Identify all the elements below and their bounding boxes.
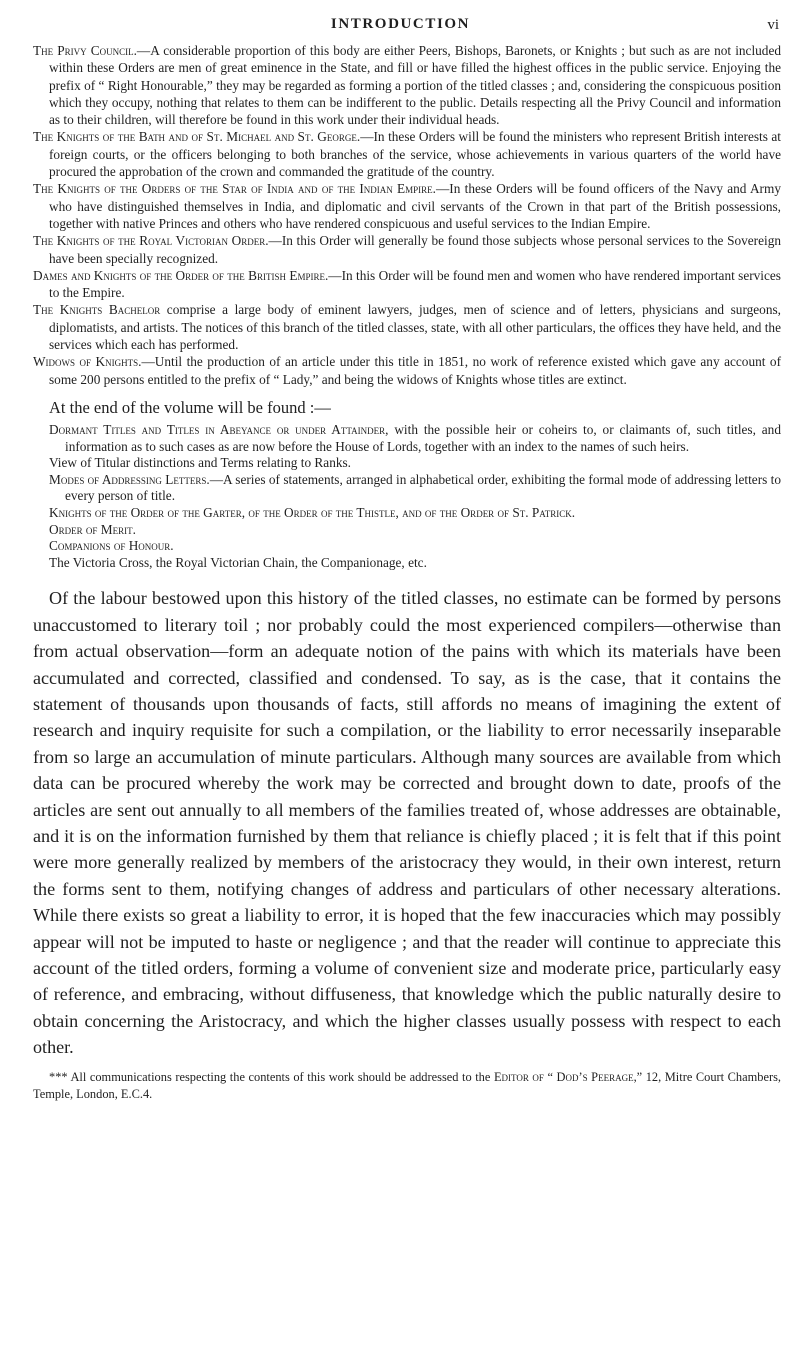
entry-widows-of-knights — [33, 353, 781, 388]
entry-heading: Dames and Knights of the Order of the British Empire. — [33, 267, 329, 283]
entry-text: —In these Orders will be found officers of the Navy and Army who have distinguished themselves in India, and diplomatic and civil servants of the Crown in that part of the British possessions, together with native Princes and others who have rendered conspicuous and useful services to the Indian Empire. — [49, 181, 781, 231]
footnote-address: 12, Mitre Court Chambers, Temple, London, E.C.4. — [33, 1069, 782, 1101]
end-item-heading: Knights of the Order of the Garter, of the Order of the Thistle, and of the Order of St. Patrick. — [49, 504, 576, 520]
entry-royal-victorian — [33, 232, 781, 267]
end-item-companions-of-honour — [49, 538, 781, 555]
footnote-prefix: *** All communications respecting the contents of this work should be addressed to the — [49, 1069, 494, 1084]
end-item-modes-of-addressing — [49, 472, 781, 505]
entry-text: —In this Order will generally be found those subjects whose personal services to the Sovereign have been specially recognized. — [49, 233, 781, 266]
entry-heading: The Knights of the Royal Victorian Order. — [33, 233, 269, 249]
end-item-heading: Order of Merit. — [49, 521, 136, 537]
entry-heading: The Knights of the Bath and of St. Michael and St. George. — [33, 129, 361, 145]
entry-text: —A considerable proportion of this body are either Peers, Bishops, Baronets, or Knights ; but such as are not included within these Orders are men of great eminence in the State, and fill or have filled the highest offices in the public service. Enjoying the prefix of “ Right Honourable,” they may be regarded as forming a portion of the titled classes ; and, considering the conspicuous position which they occupy, nothing that relates to them can be indifferent to the public. Details respecting all the Privy Council and information as to their children, will therefore be found in this work under their individual heads. — [49, 43, 782, 128]
end-item-text: —A series of statements, arranged in alphabetical order, exhibiting the formal mode of addressing letters to every person of title. — [65, 471, 781, 504]
page-title: INTRODUCTION — [330, 16, 471, 32]
end-of-volume-list — [49, 422, 781, 571]
entry-knights-bachelor — [33, 301, 781, 353]
entry-heading: The Knights of the Orders of the Star of India and of the Indian Empire. — [33, 181, 436, 197]
page-content — [33, 42, 781, 1103]
entry-text: —In these Orders will be found the ministers who represent British interests at foreign courts, or the officers belonging to both branches of the service, whose achievements in various quarters of the world have procured the approbation of the crown and commanded the gratitude of the country. — [49, 129, 781, 180]
end-item-victoria-cross — [49, 555, 781, 572]
end-item-garter-thistle-patrick — [49, 505, 781, 522]
end-item-heading: Modes of Addressing Letters. — [49, 471, 210, 487]
end-item-text: with the possible heir or coheirs to, or claimants of, such titles, and information as to such cases as are now before the House of Lords, together with an index to the names of such heirs. — [65, 421, 781, 454]
end-item-heading: Companions of Honour. — [49, 538, 174, 554]
entry-heading: The Knights Bachelor — [33, 302, 161, 318]
end-item-text: The Victoria Cross, the Royal Victorian Chain, the Companionage, etc. — [49, 554, 427, 570]
entry-british-empire — [33, 267, 781, 302]
footnote — [33, 1069, 781, 1103]
end-item-order-of-merit — [49, 522, 781, 539]
entry-heading: Widows of Knights. — [33, 354, 142, 370]
end-item-dormant-titles — [49, 422, 781, 455]
entry-text: —Until the production of an article under this title in 1851, no work of reference existed which gave any account of some 200 persons entitled to the prefix of “ Lady,” and being the widows of Knights whose titles are extinct. — [49, 354, 781, 387]
end-item-heading: Dormant Titles and Titles in Abeyance or under Attainder, — [49, 421, 389, 437]
main-paragraph: Of the labour bestowed upon this history of the titled classes, no estimate can be formed by persons unaccustomed to literary toil ; nor probably could the most experienced compilers—otherwise than from actual observation—form an adequate notion of the pains with which its materials have been accumulated and corrected, classified and condensed. To say, as is the case, that it contains the statement of thousands upon thousands of facts, still affords no means of imagining the extent of research and inquiry requisite for such a compilation, or the liability to error necessarily inseparable from so large an accumulation of minute particulars. Although many sources are available from which data can be procured whereby the work may be corrected and brought down to date, proofs of the articles are sent out annually to all members of the families treated of, whose addresses are obtainable, and it is on the information furnished by them that reliance is chiefly placed ; it is felt that if this point were more generally realized by members of the aristocracy they would, in their own interest, return the forms sent to them, notifying changes of address and particulars of other necessary alterations. While there exists so great a liability to error, it is hoped that the few inaccuracies which may possibly appear will not be imputed to haste or negligence ; and that the reader will continue to appreciate this account of the titled orders, forming a volume of convenient size and moderate price, particularly easy of reference, and embracing, without diffuseness, that knowledge which the public naturally desire to obtain concerning the Aristocracy, and which the higher classes usually possess with respect to each other. — [33, 588, 781, 1058]
titled-orders-list — [33, 42, 781, 388]
entry-privy-council — [33, 42, 781, 128]
entry-heading: The Privy Council. — [33, 43, 137, 58]
entry-text: —In this Order will be found men and women who have rendered important services to the Empire. — [49, 267, 781, 301]
entry-text: comprise a large body of eminent lawyers, judges, men of science and of letters, physicians and surgeons, diplomatists, and artists. The notices of this branch of the titled classes, state, with all other particulars, the offices they have held, and the services which each has performed. — [49, 302, 781, 353]
entry-star-of-india — [33, 180, 781, 232]
end-of-volume-heading: At the end of the volume will be found :— — [49, 397, 331, 417]
running-head — [0, 16, 801, 38]
page-number: vi — [767, 17, 779, 33]
entry-bath-st-michael — [33, 128, 781, 180]
end-item-titular-distinctions — [49, 455, 781, 472]
end-item-text: View of Titular distinctions and Terms relating to Ranks. — [49, 455, 351, 471]
footnote-editor: Editor of “ Dod’s Peerage,” — [493, 1069, 643, 1084]
